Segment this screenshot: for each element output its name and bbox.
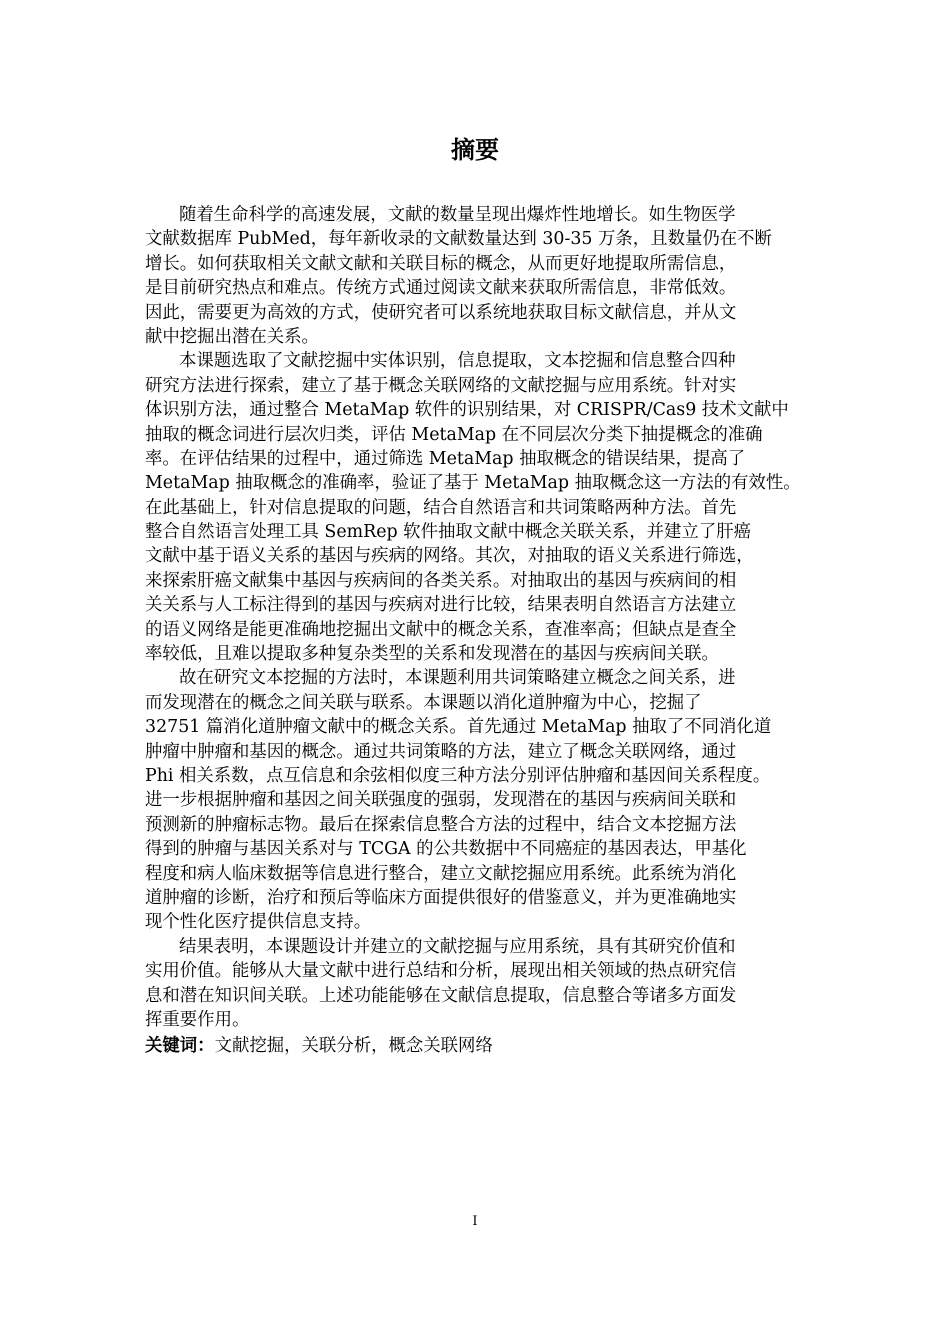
text-line: 增长。如何获取相关文献文献和关联目标的概念，从而更好地提取所需信息，: [145, 253, 737, 274]
text-line: 进一步根据肿瘤和基因之间关联强度的强弱，发现潜在的基因与疾病间关联和: [145, 790, 737, 811]
keywords-value: 文献挖掘，关联分析，概念关联网络: [214, 1036, 493, 1057]
text-line: 来探索肝癌文献集中基因与疾病间的各类关系。对抽取出的基因与疾病间的相: [145, 570, 737, 591]
text-line: 献中挖掘出潜在关系。: [145, 326, 319, 347]
text-line: 结果表明，本课题设计并建立的文献挖掘与应用系统，具有其研究价值和: [179, 936, 736, 957]
text-line: 的语义网络是能更准确地挖掘出文献中的概念关系，查准率高；但缺点是查全: [145, 619, 737, 640]
abstract-body: [145, 203, 820, 1059]
text-line: 实用价值。能够从大量文献中进行总结和分析，展现出相关领域的热点研究信: [145, 961, 737, 982]
text-line: 故在研究文本挖掘的方法时，本课题利用共词策略建立概念之间关系，进: [179, 668, 736, 689]
text-line: Phi 相关系数，点互信息和余弦相似度三种方法分别评估肿瘤和基因间关系程度。: [145, 765, 771, 786]
text-line: 抽取的概念词进行层次归类，评估 MetaMap 在不同层次分类下抽提概念的准确: [145, 424, 763, 445]
text-line: 因此，需要更为高效的方式，使研究者可以系统地获取目标文献信息，并从文: [145, 302, 737, 323]
text-line: 道肿瘤的诊断，治疗和预后等临床方面提供很好的借鉴意义，并为更准确地实: [145, 887, 737, 908]
text-line: 本课题选取了文献挖掘中实体识别，信息提取，文本挖掘和信息整合四种: [179, 351, 736, 372]
text-line: 率较低，且难以提取多种复杂类型的关系和发现潜在的基因与疾病间关联。: [145, 644, 719, 665]
abstract-title: 摘要: [451, 136, 499, 164]
text-line: 文献数据库 PubMed，每年新收录的文献数量达到 30-35 万条，且数量仍在不断: [145, 229, 772, 250]
text-line: 预测新的肿瘤标志物。最后在探索信息整合方法的过程中，结合文本挖掘方法: [145, 814, 737, 835]
keywords-line: [145, 1034, 820, 1058]
text-line: 文献中基于语义关系的基因与疾病的网络。其次，对抽取的语义关系进行筛选，: [145, 546, 754, 567]
text-line: 现个性化医疗提供信息支持。: [145, 912, 372, 933]
text-line: 研究方法进行探索，建立了基于概念关联网络的文献挖掘与应用系统。针对实: [145, 375, 737, 396]
keywords-label: 关键词：: [145, 1036, 215, 1057]
text-line: 率。在评估结果的过程中，通过筛选 MetaMap 抽取概念的错误结果，提高了: [145, 448, 746, 469]
text-line: 息和潜在知识间关联。上述功能能够在文献信息提取，信息整合等诸多方面发: [145, 985, 737, 1006]
text-line: 关关系与人工标注得到的基因与疾病对进行比较，结果表明自然语言方法建立: [145, 595, 737, 616]
text-line: MetaMap 抽取概念的准确率，验证了基于 MetaMap 抽取概念这一方法的有效性。: [145, 473, 801, 494]
text-line: 32751 篇消化道肿瘤文献中的概念关系。首先通过 MetaMap 抽取了不同消化道: [145, 717, 772, 738]
page-number: I: [472, 1214, 478, 1229]
paragraph-2: [145, 349, 820, 666]
text-line: 而发现潜在的概念之间关联与联系。本课题以消化道肿瘤为中心，挖掘了: [145, 692, 702, 713]
text-line: 挥重要作用。: [145, 1009, 250, 1030]
paragraph-4: [145, 935, 820, 1033]
paragraph-3: [145, 666, 820, 934]
paragraph-1: [145, 203, 820, 349]
text-line: 体识别方法，通过整合 MetaMap 软件的识别结果，对 CRISPR/Cas9 技术文献中: [145, 400, 789, 421]
text-line: 在此基础上，针对信息提取的问题，结合自然语言和共词策略两种方法。首先: [145, 497, 737, 518]
text-line: 随着生命科学的高速发展，文献的数量呈现出爆炸性地增长。如生物医学: [179, 205, 736, 225]
text-line: 程度和病人临床数据等信息进行整合，建立文献挖掘应用系统。此系统为消化: [145, 863, 737, 884]
text-line: 是目前研究热点和难点。传统方式通过阅读文献来获取所需信息，非常低效。: [145, 278, 737, 299]
text-line: 整合自然语言处理工具 SemRep 软件抽取文献中概念关联关系，并建立了肝癌: [145, 522, 751, 543]
text-line: 得到的肿瘤与基因关系对与 TCGA 的公共数据中不同癌症的基因表达，甲基化: [145, 839, 747, 860]
text-line: 肿瘤中肿瘤和基因的概念。通过共词策略的方法，建立了概念关联网络，通过: [145, 741, 737, 762]
